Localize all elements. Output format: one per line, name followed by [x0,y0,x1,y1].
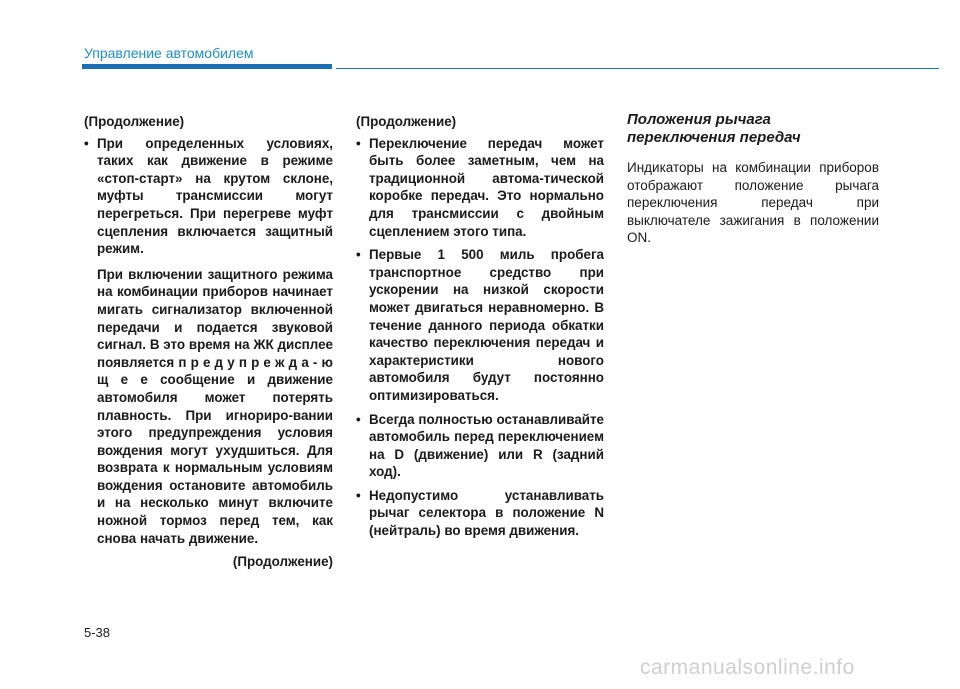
page-number: 5-38 [84,625,111,640]
bullet-icon: • [356,135,361,151]
paragraph: При определенных условиях, таких как движение в режиме «стоп-старт» на крутом склоне, муфты трансмиссии могут перегреться. При перегреве муфт сцепления включается защитный режим. [97,135,333,257]
section-heading-line: переключения передач [627,129,801,146]
bullet-icon: • [356,247,361,263]
bullet-icon: • [356,411,361,427]
section-body: Индикаторы на комбинации приборов отображают положение рычага переключения передач при выключателе зажигания в положении ON. [627,160,879,245]
column-middle [356,113,604,546]
watermark: carmanualsonline.info [640,656,855,679]
section-header-title: Управление автомобилем [84,45,254,61]
bullet-icon: • [84,135,89,151]
section-heading-line: Положения рычага [627,111,771,128]
list-item [356,411,604,481]
bullet-list [84,135,333,548]
list-item [84,135,333,548]
header-rule-thin [336,68,939,69]
paragraph: Всегда полностью останавливайте автомобиль перед переключением на D (движение) или R (задний ход). [369,411,604,480]
continued-label-bottom: (Продолжение) [232,554,333,570]
list-item [356,246,604,404]
section-heading [627,111,879,147]
list-item [356,487,604,540]
continued-label-top: (Продолжение) [356,114,457,129]
paragraph: Недопустимо устанавливать рычаг селектора в положение N (нейтраль) во время движения. [369,487,604,539]
column-right [627,111,879,247]
list-item [356,135,604,241]
bullet-icon: • [356,487,361,503]
paragraph: При включении защитного режима на комбинации приборов начинает мигать сигнализатор включенной передачи и подается звуковой сигнал. В это время на ЖК дисплее появляется п р е д у п р е ж д а - ю щ е е сообщение и движение автомобиля может потерять плавность. При игнориро-вании этого предупреждения условия вождения могут ухудшиться. Для возврата к нормальным условиям вождения остановите автомобиль и на несколько минут включите ножной тормоз перед тем, как снова начать движение. [97,266,333,546]
paragraph: Первые 1 500 миль пробега транспортное средство при ускорении на низкой скорости может двигаться неравномерно. В течение данного периода обкатки качество переключения передач и характеристики нового автомобиля будут постоянно оптимизироваться. [369,247,604,403]
continued-label-top: (Продолжение) [84,114,185,129]
column-left [84,113,333,571]
paragraph: Переключение передач может быть более заметным, чем на традиционной автома-тической коробке передач. Это нормально для трансмиссии с двойным сцеплением этого типа. [369,135,604,239]
header-rule-thick [82,64,332,69]
bullet-list [356,135,604,540]
